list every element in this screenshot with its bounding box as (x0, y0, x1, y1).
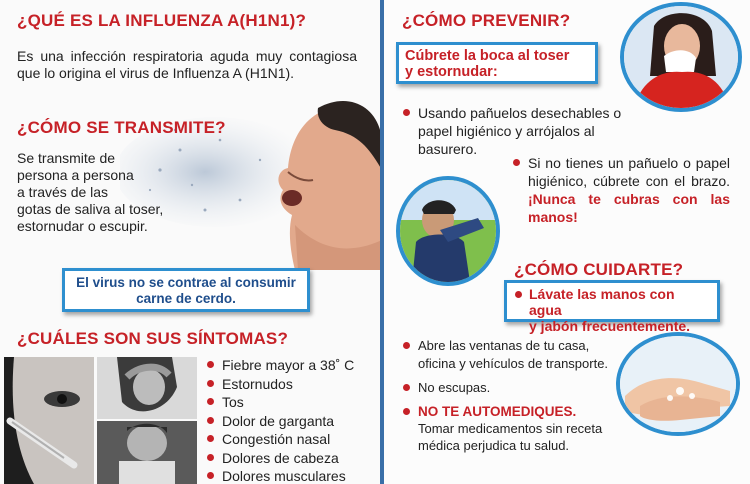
never-hands-warning: ¡Nunca te cubras con las manos! (528, 191, 730, 225)
tissue-list (400, 104, 628, 158)
bullet-dot (515, 291, 522, 298)
symptom-item: Tos (204, 393, 379, 412)
thermometer-face-photo (4, 357, 94, 484)
pork-notice-line: El virus no se contrae al consumir (76, 275, 296, 290)
pork-notice-box (62, 268, 310, 312)
self-medication-line: Tomar medicamentos sin receta (418, 421, 603, 436)
symptom-item: Dolores musculares (204, 467, 379, 484)
elbow-bullet (510, 154, 730, 226)
prevention-heading: ¿CÓMO PREVENIR? (402, 11, 571, 30)
boy-coughing-elbow-photo (396, 176, 500, 286)
elbow-bullet-text: Si no tienes un pañuelo o papel higiénico, cúbrete con el brazo. (528, 155, 730, 189)
hand-wash-text: Lávate las manos con agua (529, 286, 675, 318)
symptom-item: Estornudos (204, 375, 379, 394)
woman-sneezing-photo (620, 2, 742, 112)
self-medication-bullet (400, 403, 630, 454)
right-column (384, 0, 750, 484)
windows-bullet: Abre las ventanas de tu casa, oficina y vehículos de transporte. (400, 337, 630, 373)
sick-boy-photo (97, 421, 197, 484)
hand-wash-box (504, 280, 720, 334)
what-is-heading: ¿QUÉ ES LA INFLUENZA A(H1N1)? (17, 11, 307, 30)
what-is-text: Es una infección respiratoria aguda muy contagiosa que lo origina el virus de Influenza A (H1N1). (17, 48, 357, 81)
self-care-heading: ¿CÓMO CUIDARTE? (514, 260, 684, 279)
symptom-item: Fiebre mayor a 38˚ C (204, 356, 379, 375)
transmission-heading: ¿CÓMO SE TRANSMITE? (17, 118, 226, 137)
symptom-item: Dolor de garganta (204, 412, 379, 431)
transmission-line: gotas de saliva al toser, (17, 201, 164, 217)
headache-woman-photo (97, 357, 197, 419)
cover-mouth-line: y estornudar: (405, 64, 498, 80)
hand-washing-photo (616, 332, 740, 436)
transmission-text (17, 150, 217, 235)
transmission-line: a través de las (17, 184, 109, 200)
cover-mouth-line: Cúbrete la boca al toser (405, 48, 570, 64)
self-medication-line: médica perjudica tu salud. (418, 438, 570, 453)
prevention-tips-list (400, 337, 630, 454)
symptoms-list (204, 356, 379, 484)
symptom-item: Congestión nasal (204, 430, 379, 449)
transmission-line: estornudar o escupir. (17, 218, 148, 234)
hand-wash-line (513, 286, 711, 318)
transmission-line: Se transmite de (17, 150, 116, 166)
elbow-list (510, 154, 730, 226)
spit-bullet: No escupas. (400, 379, 630, 397)
symptom-item: Dolores de cabeza (204, 449, 379, 468)
pork-notice-line: carne de cerdo. (136, 291, 236, 306)
symptoms-heading: ¿CUÁLES SON SUS SÍNTOMAS? (17, 329, 289, 348)
tissue-bullet: Usando pañuelos desechables o papel higiénico y arrójalos al basurero. (400, 104, 628, 158)
self-medication-warning: NO TE AUTOMEDIQUES. (418, 404, 577, 419)
hand-wash-line: y jabón frecuentemente. (529, 318, 691, 334)
transmission-line: persona a persona (17, 167, 134, 183)
cover-mouth-box (396, 42, 598, 84)
